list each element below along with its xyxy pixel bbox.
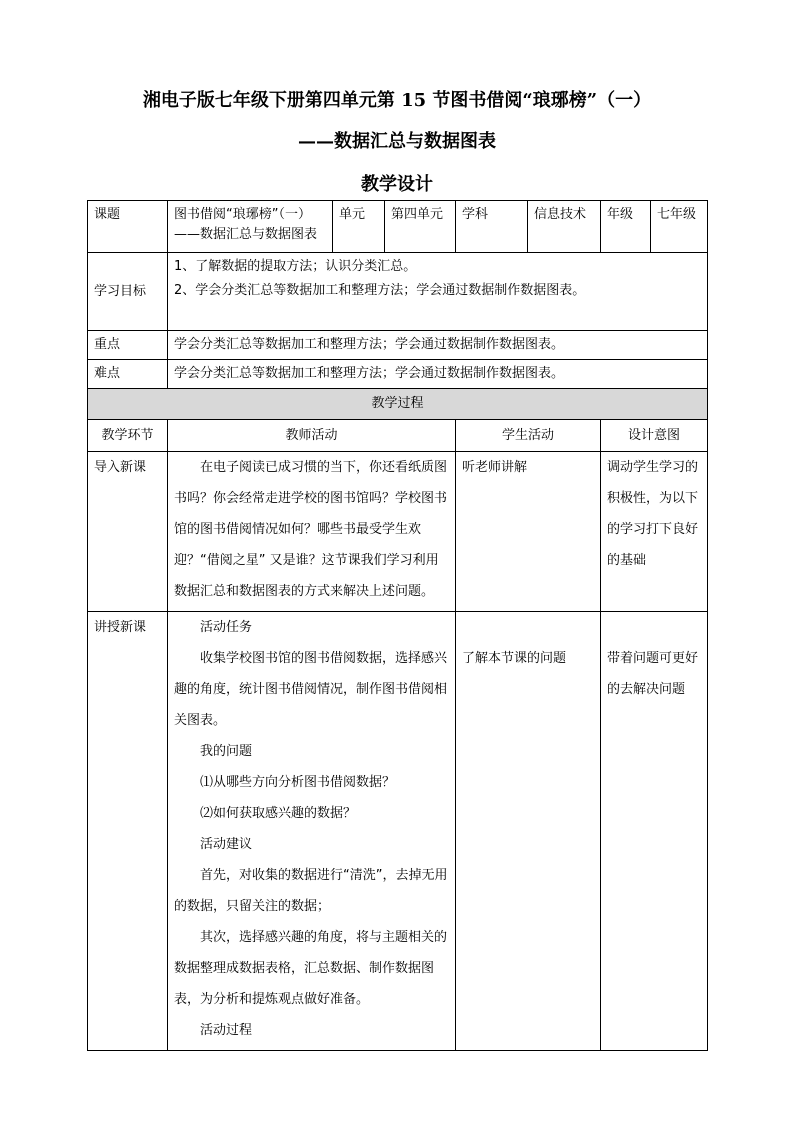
unit-value: 第四单元 [385, 201, 456, 253]
task-text: 收集学校图书馆的图书借阅数据，选择感兴趣的角度，统计图书借阅情况，制作图书借阅相关图表。 [174, 651, 448, 728]
grade-value: 七年级 [651, 201, 708, 253]
lesson-plan-table [87, 200, 708, 1051]
unit-label: 单元 [333, 201, 385, 253]
goal-item: 1、了解数据的提取方法；认识分类汇总。 [174, 259, 417, 274]
key-point-value: 学会分类汇总等数据加工和整理方法；学会通过数据制作数据图表。 [168, 331, 708, 360]
new-intent [601, 612, 708, 1051]
goals-label: 学习目标 [88, 253, 168, 331]
subject-value: 信息技术 [528, 201, 601, 253]
intro-row [88, 452, 708, 612]
suggest-item: 其次，选择感兴趣的角度，将与主题相关的数据整理成数据表格，汇总数据、制作数据图表，为分析和提炼观点做好准备。 [174, 930, 448, 1007]
new-lesson-row [88, 612, 708, 1051]
question-item: ⑴从哪些方向分析图书借阅数据？ [200, 775, 396, 790]
suggest-item: 首先，对收集的数据进行“清洗”，去掉无用的数据，只留关注的数据； [174, 868, 448, 914]
topic-value: 图书借阅“琅琊榜”（一）——数据汇总与数据图表 [168, 201, 333, 253]
intro-student: 听老师讲解 [456, 452, 601, 612]
document-title: 湘电子版七年级下册第四单元第 15 节图书借阅“琅琊榜”（一） [142, 90, 652, 111]
goal-item: 2、学会分类汇总等数据加工和整理方法；学会通过数据制作数据图表。 [174, 283, 586, 298]
question-item: ⑵如何获取感兴趣的数据？ [200, 806, 357, 821]
intro-intent-text: 调动学生学习的积极性，为以下的学习打下良好的基础 [607, 460, 699, 568]
question-title: 我的问题 [200, 744, 253, 759]
task-title: 活动任务 [200, 620, 253, 635]
process-title-row [88, 389, 708, 420]
grade-label: 年级 [601, 201, 651, 253]
topic-label: 课题 [88, 201, 168, 253]
new-student [456, 612, 601, 1051]
new-intent-text: 带着问题可更好的去解决问题 [607, 651, 699, 697]
intro-teacher-text: 在电子阅读已成习惯的当下，你还看纸质图书吗？你会经常走进学校的图书馆吗？学校图书馆的图书借阅情况如何？哪些书最受学生欢迎？“借阅之星” 又是谁？这节课我们学习利用数据汇总和数据图表的方式来解决上述问题。 [174, 460, 448, 599]
process-title: 活动过程 [200, 1023, 253, 1038]
document-heading: 教学设计 [361, 174, 433, 195]
key-point-row [88, 331, 708, 360]
goals-content [168, 253, 708, 331]
col-student: 学生活动 [456, 420, 601, 452]
subject-label: 学科 [456, 201, 528, 253]
process-title: 教学过程 [88, 389, 708, 420]
header-row [88, 201, 708, 253]
document-subtitle: ——数据汇总与数据图表 [298, 131, 496, 152]
col-teacher: 教师活动 [168, 420, 456, 452]
difficulty-label: 难点 [88, 360, 168, 389]
difficulty-value: 学会分类汇总等数据加工和整理方法；学会通过数据制作数据图表。 [168, 360, 708, 389]
new-student-text: 了解本节课的问题 [462, 651, 567, 666]
intro-teacher [168, 452, 456, 612]
goals-row [88, 253, 708, 331]
intro-intent [601, 452, 708, 612]
process-columns-row [88, 420, 708, 452]
suggest-title: 活动建议 [200, 837, 253, 852]
col-intent: 设计意图 [601, 420, 708, 452]
difficulty-row [88, 360, 708, 389]
new-stage: 讲授新课 [88, 612, 168, 1051]
key-point-label: 重点 [88, 331, 168, 360]
new-teacher [168, 612, 456, 1051]
col-stage: 教学环节 [88, 420, 168, 452]
intro-stage: 导入新课 [88, 452, 168, 612]
